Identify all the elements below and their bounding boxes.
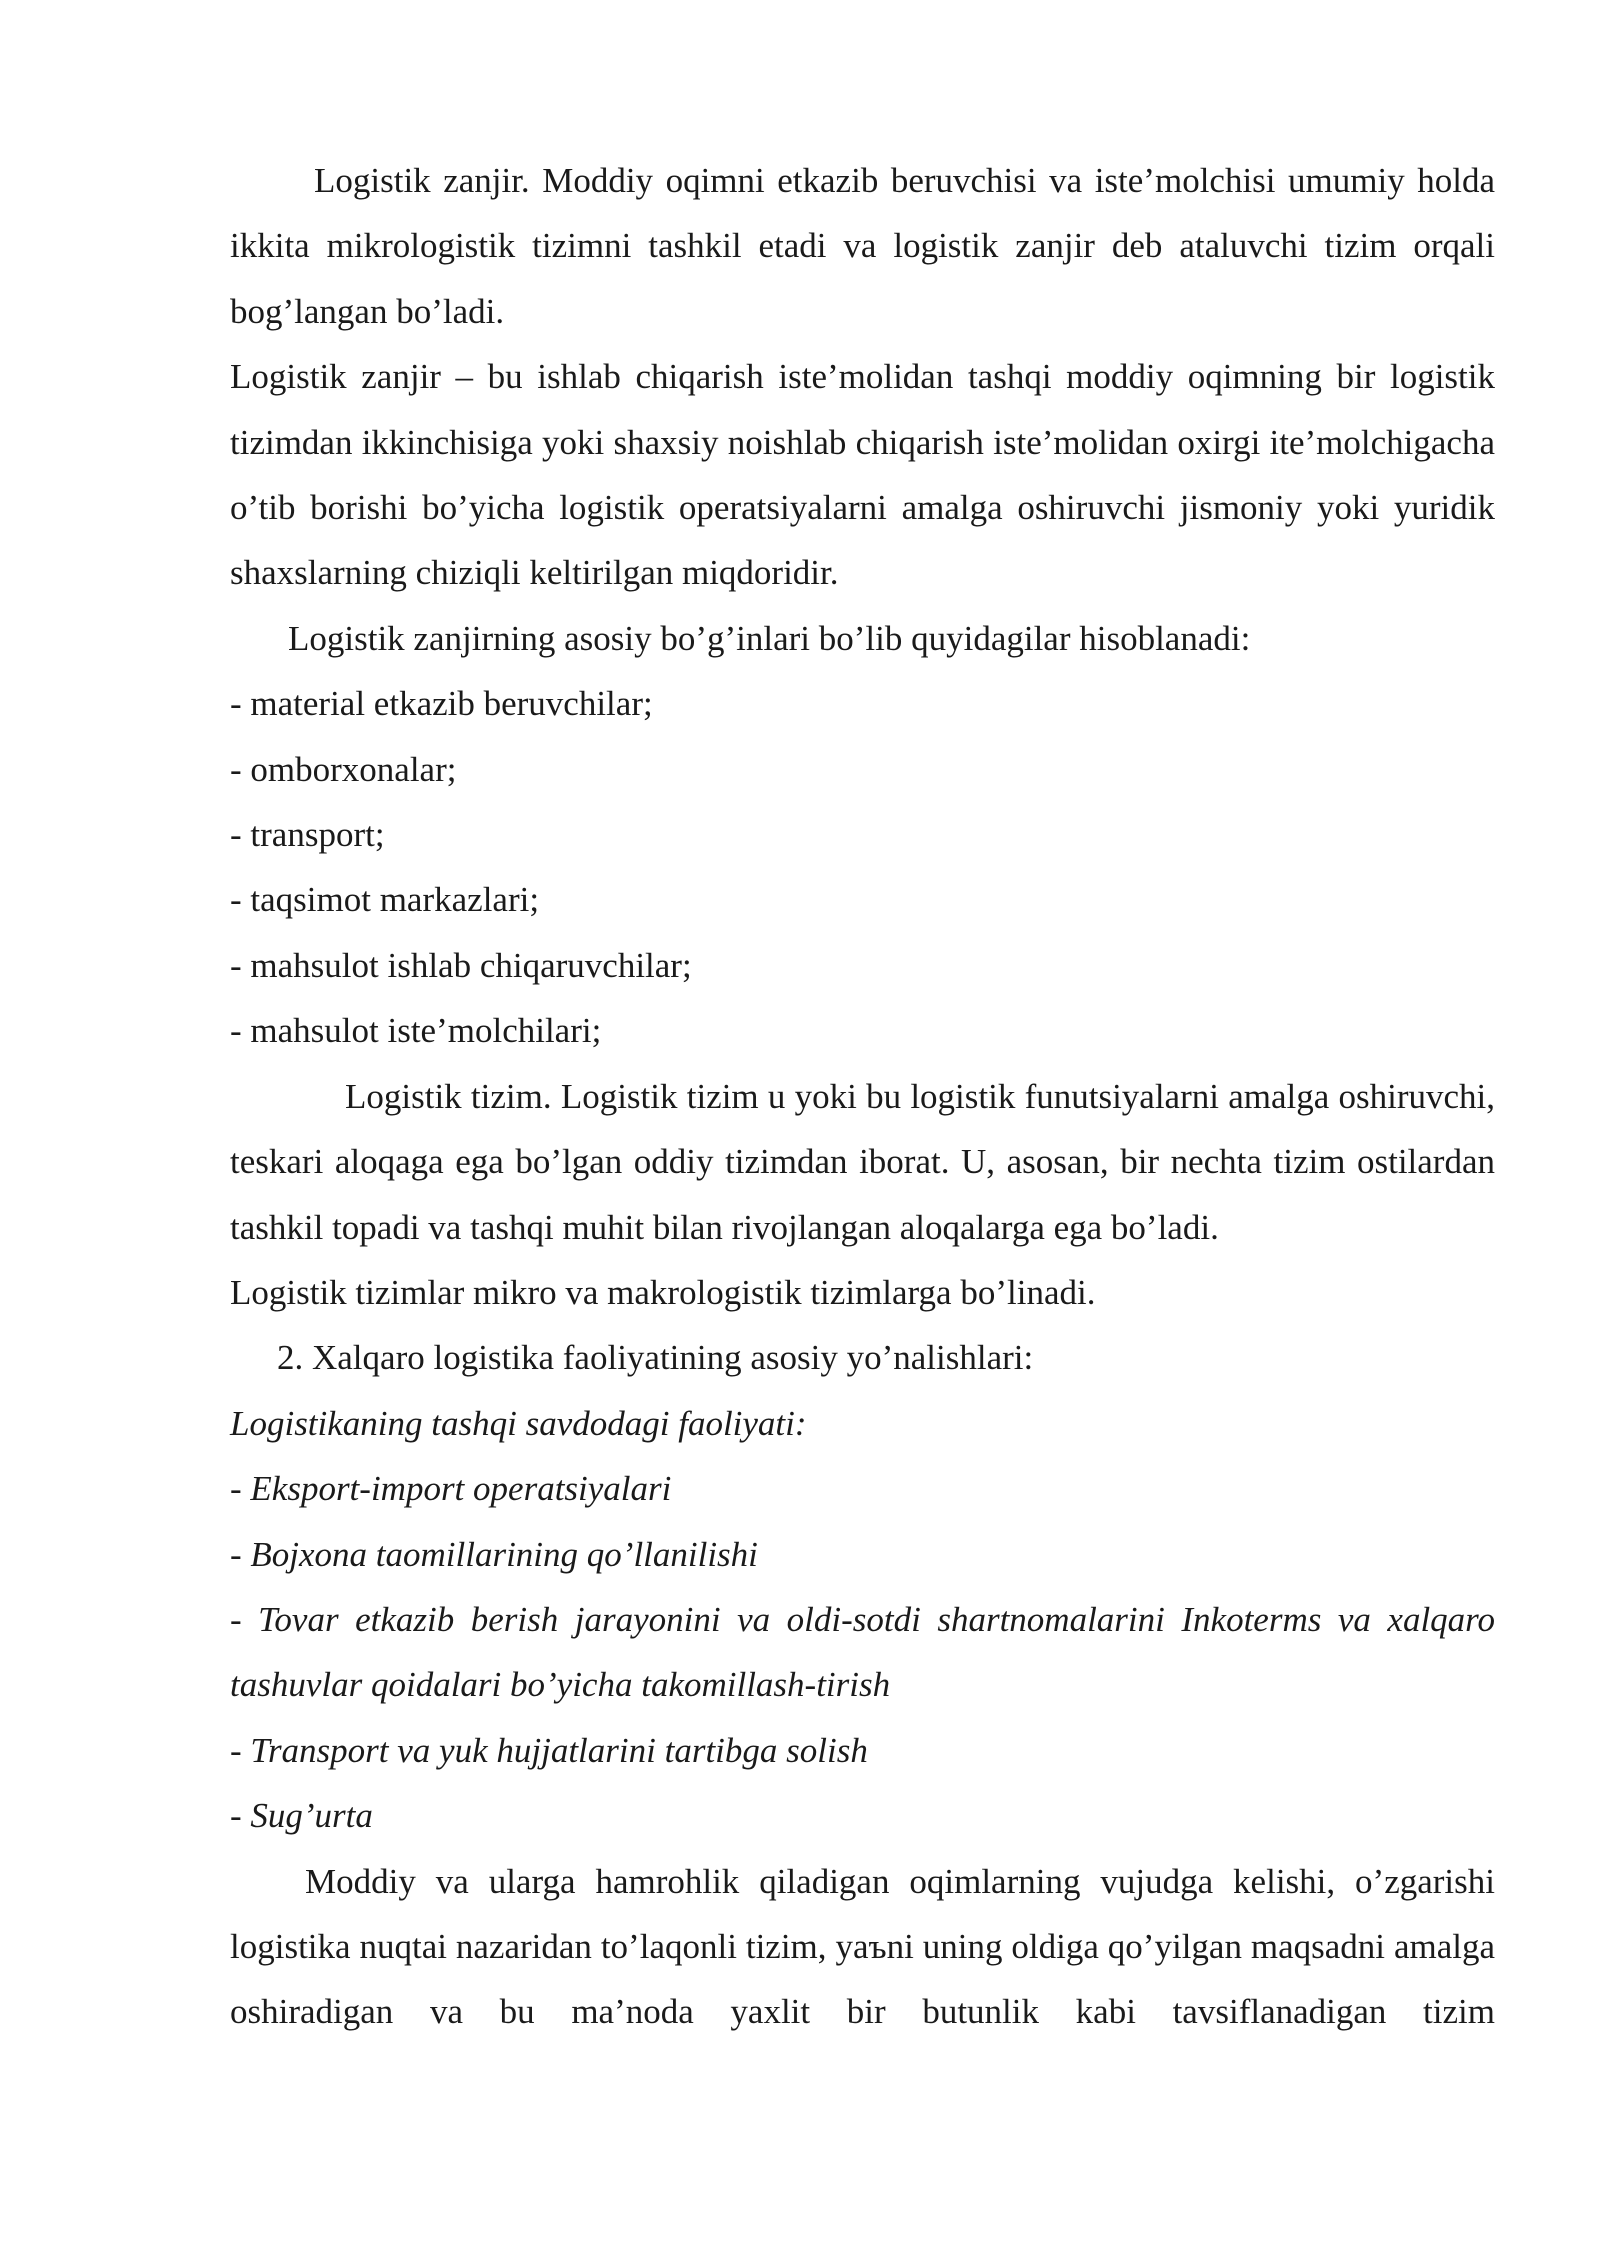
section-heading-international-logistics: 2. Xalqaro logistika faoliyatining asosiy yo’nalishlari: xyxy=(277,1338,1034,1378)
document-body xyxy=(230,148,1495,2045)
list-item: - material etkazib beruvchilar; xyxy=(230,684,653,724)
list-item: - omborxonalar; xyxy=(230,749,457,789)
list-item: - Eksport-import operatsiyalari xyxy=(230,1469,672,1509)
list-item: - taqsimot markazlari; xyxy=(230,880,540,920)
list-item: - transport; xyxy=(230,815,385,855)
paragraph-logistic-system-types: Logistik tizimlar mikro va makrologistik tizimlarga bo’linadi. xyxy=(230,1272,1096,1312)
list-item: - mahsulot ishlab chiqaruvchilar; xyxy=(230,945,692,985)
foreign-trade-heading: Logistikaning tashqi savdodagi faoliyati: xyxy=(230,1403,807,1443)
list-item: - Tovar etkazib berish jarayonini va oldi-sotdi shartnomalarini Inkoterms va xalqaro tashuvlar qoidalari bo’yicha takomillash-tirish xyxy=(230,1599,1495,1705)
paragraph-chain-links-intro: Logistik zanjirning asosiy bo’g’inlari bo’lib quyidagilar hisoblanadi: xyxy=(288,618,1251,658)
list-item: - Sug’urta xyxy=(230,1796,373,1836)
list-item: - mahsulot iste’molchilari; xyxy=(230,1011,602,1051)
list-item: - Transport va yuk hujjatlarini tartibga solish xyxy=(230,1730,868,1770)
paragraph-closing: Moddiy va ularga hamrohlik qiladigan oqimlarning vujudga kelishi, o’zgarishi logistika nuqtai nazaridan to’laqonli tizim, yaъni uning oldiga qo’yilgan maqsadni amalga oshiradigan va bu ma’noda yaxlit bir butunlik kabi tavsiflanadigan tizim xyxy=(230,1861,1495,2032)
list-item: - Bojxona taomillarining qo’llanilishi xyxy=(230,1534,758,1574)
paragraph-logistic-chain-definition: Logistik zanjir – bu ishlab chiqarish iste’molidan tashqi moddiy oqimning bir logistik tizimdan ikkinchisiga yoki shaxsiy noishlab chiqarish iste’molidan oxirgi ite’molchigacha o’tib borishi bo’yicha logistik operatsiyalarni amalga oshiruvchi jismoniy yoki yuridik shaxslarning chiziqli keltirilgan miqdoridir. xyxy=(230,357,1495,593)
paragraph-logistic-chain-intro: Logistik zanjir. Moddiy oqimni etkazib beruvchisi va iste’molchisi umumiy holda ikkita mikrologistik tizimni tashkil etadi va logistik zanjir deb ataluvchi tizim orqali bog’langan bo’ladi. xyxy=(230,161,1495,331)
paragraph-logistic-system: Logistik tizim. Logistik tizim u yoki bu logistik funutsiyalarni amalga oshiruvchi, teskari aloqaga ega bo’lgan oddiy tizimdan iborat. U, asosan, bir nechta tizim ostilardan tashkil topadi va tashqi muhit bilan rivojlangan aloqalarga ega bo’ladi. xyxy=(230,1076,1495,1247)
